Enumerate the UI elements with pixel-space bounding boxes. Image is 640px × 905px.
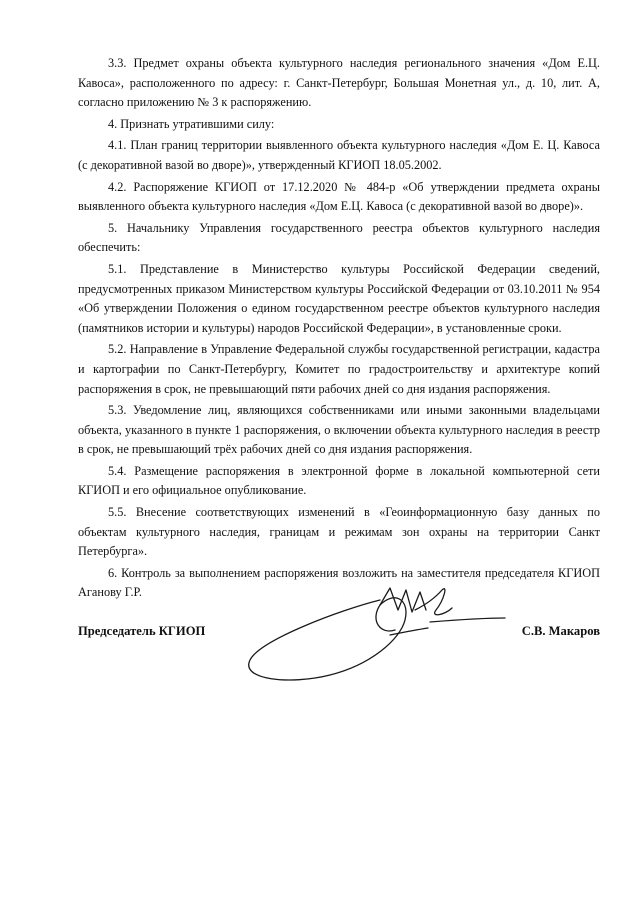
paragraph-5-4: 5.4. Размещение распоряжения в электронной форме в локальной компьютерной сети КГИОП и его официальное опубликование. xyxy=(78,463,600,498)
paragraph-3-3: 3.3. Предмет охраны объекта культурного наследия регионального значения «Дом Е.Ц. Кавоса», расположенного по адресу: г. Санкт-Петербург, Большая Монетная ул., д. 10, лит. А, согласно приложению № 3 к распоряжению. xyxy=(78,56,600,110)
paragraph-4-1: 4.1. План границ территории выявленного объекта культурного наследия «Дом Е. Ц. Кавоса (с декоративной вазой во дворе)», утвержденный КГИОП 18.05.2002. xyxy=(78,138,600,172)
paragraph-5-5: 5.5. Внесение соответствующих изменений в «Геоинформационную базу данных по объектам культурного наследия, границам и режимам зон охраны на территории Санкт Петербурга». xyxy=(78,505,600,559)
paragraph-6: 6. Контроль за выполнением распоряжения возложить на заместителя председателя КГИОП Аганову Г.Р. xyxy=(78,565,600,600)
paragraph-5: 5. Начальнику Управления государственного реестра объектов культурного наследия обеспечить: xyxy=(78,220,600,255)
paragraph-4: 4. Признать утратившими силу: xyxy=(108,116,275,131)
document-body xyxy=(78,54,600,605)
paragraph-5-1: 5.1. Представление в Министерство культуры Российской Федерации сведений, предусмотренных приказом Министерством культуры Российской Федерации от 03.10.2011 № 954 «Об утверждении Положения о едином государственном реестре объектов культурного наследия (памятников истории и культуры) народов Российской Федерации», в установленные сроки. xyxy=(78,261,600,335)
signature-block xyxy=(78,620,600,660)
signatory-title: Председатель КГИОП xyxy=(78,624,206,638)
paragraph-4-2: 4.2. Распоряжение КГИОП от 17.12.2020 № 484-р «Об утверждении предмета охраны выявленного объекта культурного наследия «Дом Е.Ц. Кавоса (с декоративной вазой во дворе)». xyxy=(78,179,600,214)
paragraph-5-2: 5.2. Направление в Управление Федеральной службы государственной регистрации, кадастра и картографии по Санкт-Петербургу, Комитет по градостроительству и архитектуре копий распоряжения в срок, не превышающий пяти рабочих дней со дня издания распоряжения. xyxy=(78,342,600,396)
paragraph-5-3: 5.3. Уведомление лиц, являющихся собственниками или иными законными владельцами объекта, указанного в пункте 1 распоряжения, о включении объекта культурного наследия в реестр в срок, не превышающий трёх рабочих дней со дня издания распоряжения. xyxy=(78,403,600,457)
signatory-name: С.В. Макаров xyxy=(521,624,600,638)
